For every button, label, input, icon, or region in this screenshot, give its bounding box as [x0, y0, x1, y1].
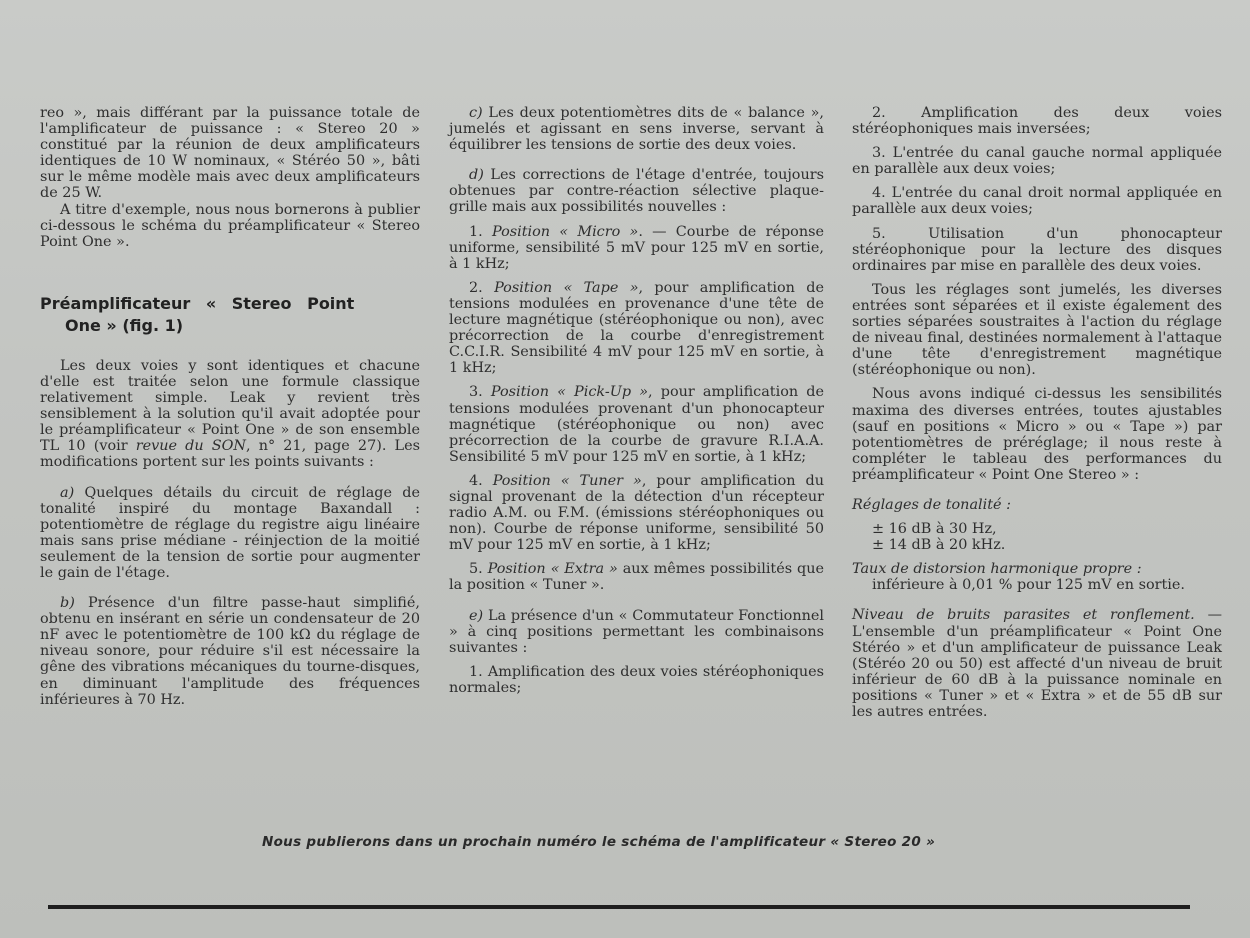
footer-note: Nous publierons dans un prochain numéro le schéma de l'amplificateur « Stereo 20 »	[262, 834, 936, 850]
list-item	[449, 384, 824, 464]
label: d)	[469, 167, 484, 184]
heading-line-2: One » (fig. 1)	[65, 315, 184, 335]
spec-noise	[852, 607, 1222, 720]
column-1	[40, 105, 420, 708]
item-title: Position « Tuner »	[492, 472, 642, 489]
list-item	[449, 280, 824, 377]
bottom-rule	[48, 905, 1190, 909]
label: b)	[60, 595, 75, 612]
spec-value: ± 16 dB à 30 Hz,	[872, 521, 997, 538]
list-item	[449, 561, 824, 593]
heading-line-1: Préamplificateur « Stereo Point	[40, 293, 355, 313]
text: , n° 21, page 27). Les modifications portent sur les points suivants :	[40, 438, 420, 471]
text: , pour amplification de tensions modulées provenant d'un phonocapteur magnétique (stéréophonique ou non) avec précorrection de la courbe de gravure R.I.A.A. Sensibilité 5 mV pour 125 mV en sortie, à 1 kHz;	[449, 384, 824, 465]
paragraph-example: A titre d'exemple, nous nous bornerons à publier ci-dessous le schéma du préamplificateur « Stereo Point One ».	[40, 201, 420, 250]
item-number: 2.	[469, 279, 483, 296]
paragraph-continued: reo », mais différant par la puissance totale de l'amplificateur de puissance : « Stereo 20 » constitué par la réunion de deux amplificateurs identiques de 10 W nominaux, « Stéréo 50 », bâti sur le même modèle mais avec deux amplificateurs de 25 W.	[40, 105, 420, 202]
paragraph-settings: Tous les réglages sont jumelés, les diverses entrées sont séparées et il existe également des sorties séparées soustraites à l'action du réglage de niveau final, destinées normalement à l'attaque d'une tête d'enregistrement magnétique (stéréophonique ou non).	[852, 281, 1222, 379]
list-item: 3. L'entrée du canal gauche normal appliquée en parallèle aux deux voies;	[852, 145, 1222, 178]
item-title: Position « Extra »	[487, 561, 618, 578]
item-number: 1.	[469, 223, 483, 240]
list-item	[449, 224, 824, 272]
spec-value: inférieure à 0,01 % pour 125 mV en sortie.	[872, 577, 1185, 594]
text: Présence d'un filtre passe-haut simplifié, obtenu en insérant en série un condensateur de 20 nF avec le potentiomètre de 100 kΩ du réglage de niveau sonore, pour réduire s'il est nécessaire la gêne des vibrations mécaniques du tourne-disques, en diminuant l'amplitude des fréquences inférieures à 70 Hz.	[40, 595, 420, 708]
text: Les deux voies y sont identiques et chacune d'elle est traitée selon une formule classique relativement simple. Leak y revient très sensiblement à la solution qu'il avait adoptée pour le préamplificateur « Point One » de son ensemble TL 10 (voir	[40, 357, 420, 455]
label: e)	[469, 607, 484, 624]
item-number: 4.	[469, 472, 483, 489]
item-number: 3.	[469, 384, 483, 401]
spec-title: Taux de distorsion harmonique propre :	[852, 561, 1142, 578]
spec-title-distortion	[852, 561, 1222, 577]
text: Les corrections de l'étage d'entrée, toujours obtenues par contre-réaction sélective plaque-grille mais aux possibilités nouvelles :	[449, 167, 824, 216]
point-d	[449, 167, 824, 215]
spec-value: ± 14 dB à 20 kHz.	[872, 537, 1006, 554]
list-item: 1. Amplification des deux voies stéréophoniques normales;	[449, 663, 824, 696]
point-c	[449, 105, 824, 153]
point-a	[40, 485, 420, 582]
list-item	[449, 473, 824, 553]
text: . — Courbe de réponse uniforme, sensibilité 5 mV pour 125 mV en sortie, à 1 kHz;	[449, 223, 825, 272]
item-title: Position « Micro »	[491, 223, 639, 240]
text: — L'ensemble d'un préamplificateur « Point One Stéréo » et d'un amplificateur de puissance Leak (Stéréo 20 ou 50) est affecté d'un niveau de bruit inférieur de 60 dB à la puissance nominale en positions « Tuner » et « Extra » et de 55 dB sur les autres entrées.	[852, 607, 1222, 720]
list-item: 2. Amplification des deux voies stéréophoniques mais inversées;	[852, 105, 1222, 138]
text: , pour amplification de tensions modulées en provenance d'une tête de lecture magnétique (stéréophonique ou non), avec précorrection de la courbe d'enregistrement C.C.I.R. Sensibilité 4 mV pour 125 mV en sortie, à 1 kHz;	[449, 279, 824, 377]
spec-title-tone	[852, 497, 1222, 513]
spec-title: Niveau de bruits parasites et ronflement.	[852, 607, 1195, 624]
item-title: Position « Tape »	[494, 279, 639, 296]
text: Les deux potentiomètres dits de « balance », jumelés et agissant en sens inverse, servant à équilibrer les tensions de sortie des deux voies.	[449, 105, 824, 154]
label: a)	[60, 484, 75, 501]
point-b	[40, 595, 420, 708]
text-italic: revue du SON	[135, 438, 246, 455]
item-title: Position « Pick-Up »	[490, 384, 649, 401]
paragraph-intro	[40, 358, 420, 471]
spec-title: Réglages de tonalité :	[852, 496, 1011, 513]
text: Quelques détails du circuit de réglage de tonalité inspiré du montage Baxandall : potentiomètre de réglage du registre aigu linéaire mais sans prise médiane - réinjection de la moitié seulement de la tension de sortie pour augmenter le gain de l'étage.	[40, 484, 420, 581]
list-item: 4. L'entrée du canal droit normal appliquée en parallèle aux deux voies;	[852, 185, 1222, 218]
column-3	[852, 105, 1222, 720]
section-heading	[40, 293, 420, 337]
label: c)	[469, 105, 483, 121]
text: La présence d'un « Commutateur Fonctionnel » à cinq positions permettant les combinaisons suivantes :	[449, 607, 824, 656]
list-item: 5. Utilisation d'un phonocapteur stéréophonique pour la lecture des disques ordinaires par mise en parallèle des deux voies.	[852, 225, 1222, 274]
text: aux mêmes possibilités que la position « Tuner ».	[449, 561, 824, 594]
paragraph-performance: Nous avons indiqué ci-dessus les sensibilités maxima des diverses entrées, toutes ajustables (sauf en positions « Micro » ou « Tape ») par potentiomètres de préréglage; il nous reste à compléter le tableau des performances du préamplificateur « Point One Stereo » :	[852, 386, 1222, 483]
item-number: 5.	[469, 561, 483, 578]
point-e	[449, 608, 824, 656]
text: , pour amplification du signal provenant de la détection d'un récepteur radio A.M. ou F.M. (émissions stéréophoniques ou non). Courbe de réponse uniforme, sensibilité 50 mV pour 125 mV en sortie, à 1 kHz;	[449, 472, 824, 554]
column-2	[449, 105, 824, 696]
